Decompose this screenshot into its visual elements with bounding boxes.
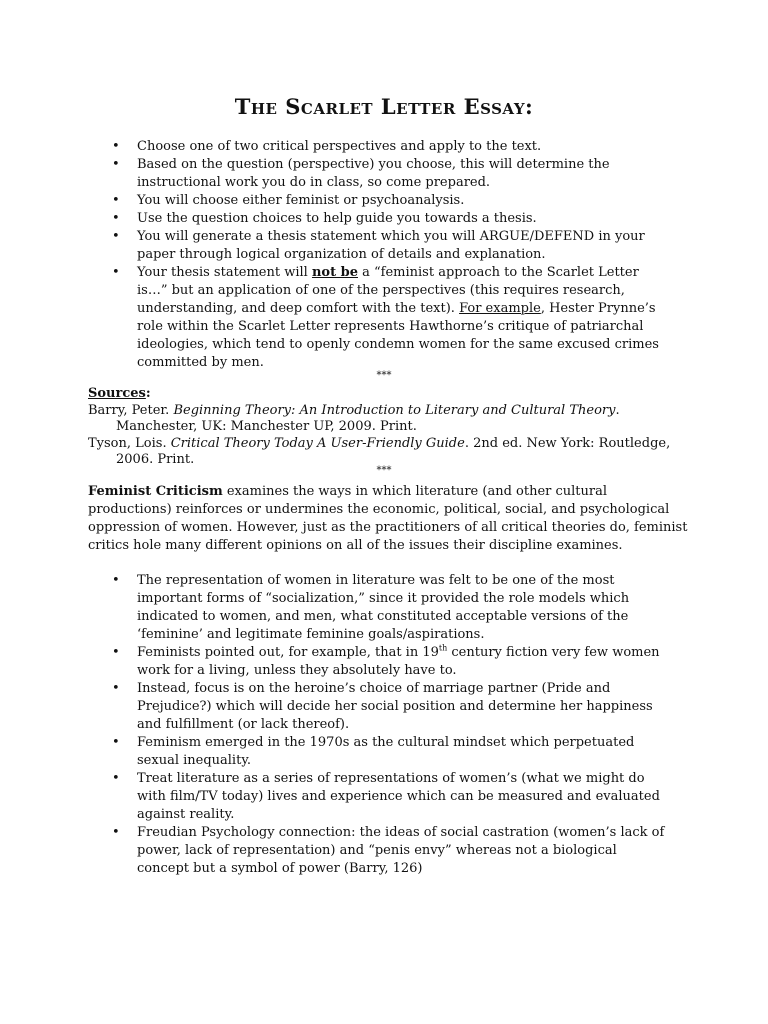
citation-tyson [88, 436, 688, 469]
list-item: • Based on the question (perspective) you choose, this will determine the instructional work you do in class, so come prepared. [112, 156, 672, 192]
sources-section [88, 386, 688, 469]
citation-title: Critical Theory Today A User-Friendly Guide [170, 435, 465, 451]
list-item: • The representation of women in literature was felt to be one of the most important forms of “socialization,” since it provided the role models which indicated to women, and men, what constituted acceptable versions of the ‘feminine’ and legitimate feminine goals/aspirations. [112, 572, 672, 644]
thesis-text-1: Your thesis statement will [137, 265, 312, 280]
sources-heading-text: Sources [88, 386, 146, 401]
page-title: The Scarlet Letter Essay: [234, 94, 534, 119]
list-item-text: century fiction very few women work for a living, unless they absolutely have to. [137, 645, 660, 678]
not-be-emphasis: not be [311, 265, 358, 280]
thesis-list-item [112, 264, 672, 372]
list-item [112, 644, 672, 680]
citation-barry [88, 403, 688, 436]
list-item: • Freudian Psychology connection: the ideas of social castration (women’s lack of power, lack of representation) and “penis envy” whereas not a biological concept but a symbol of power (Barry, 126) [112, 824, 672, 878]
list-item: • You will generate a thesis statement which you will ARGUE/DEFEND in your paper through logical organization of details and explanation. [112, 228, 672, 264]
citation-title: Beginning Theory: An Introduction to Literary and Cultural Theory [173, 402, 616, 418]
citation-publisher: . Manchester, UK: Manchester UP, 2009. Print. [116, 402, 620, 434]
list-item: • Choose one of two critical perspectives and apply to the text. [112, 138, 672, 156]
ordinal-superscript: th [438, 643, 448, 653]
section-separator: *** [376, 370, 392, 381]
feminist-criticism-paragraph [88, 483, 688, 555]
feminist-criticism-body: examines the ways in which literature (and other cultural productions) reinforces or undermines the economic, political, social, and psychological oppression of women. However, just as the practitioners of all critical theories do, feminist critics hole many different opinions on all of the issues their discipline examines. [88, 484, 688, 553]
thesis-text-3: , Hester Prynne’s role within the Scarlet Letter represents Hawthorne’s critique of patriarchal ideologies, which tend to openly condemn women for the same excused crimes committed by men. [137, 301, 659, 370]
intro-bullet-list [112, 138, 672, 372]
list-item: • Instead, focus is on the heroine’s choice of marriage partner (Pride and Prejudice?) which will decide her social position and determine her happiness and fulfillment (or lack thereof). [112, 680, 672, 734]
list-item: • You will choose either feminist or psychoanalysis. [112, 192, 672, 210]
list-item-text: Feminists pointed out, for example, that in 19 [137, 645, 439, 660]
list-item: • Feminism emerged in the 1970s as the cultural mindset which perpetuated sexual inequality. [112, 734, 672, 770]
citation-author: Tyson, Lois. [88, 435, 171, 451]
citation-publisher: . 2nd ed. New York: Routledge, 2006. Print. [116, 435, 671, 467]
section-separator: *** [376, 465, 392, 476]
sources-heading-colon: : [145, 386, 151, 401]
sources-heading [88, 386, 688, 403]
for-example-emphasis: For example [459, 301, 541, 316]
list-item: • Treat literature as a series of representations of women’s (what we might do with film/TV today) lives and experience which can be measured and evaluated against reality. [112, 770, 672, 824]
list-item: • Use the question choices to help guide you towards a thesis. [112, 210, 672, 228]
citation-author: Barry, Peter. [88, 402, 174, 418]
thesis-text-2: a “feminist approach to the Scarlet Letter is…” but an application of one of the perspectives (this requires research, understanding, and deep comfort with the text). [137, 265, 639, 316]
feminist-criticism-heading: Feminist Criticism [88, 484, 223, 499]
feminist-bullet-list [112, 572, 672, 878]
